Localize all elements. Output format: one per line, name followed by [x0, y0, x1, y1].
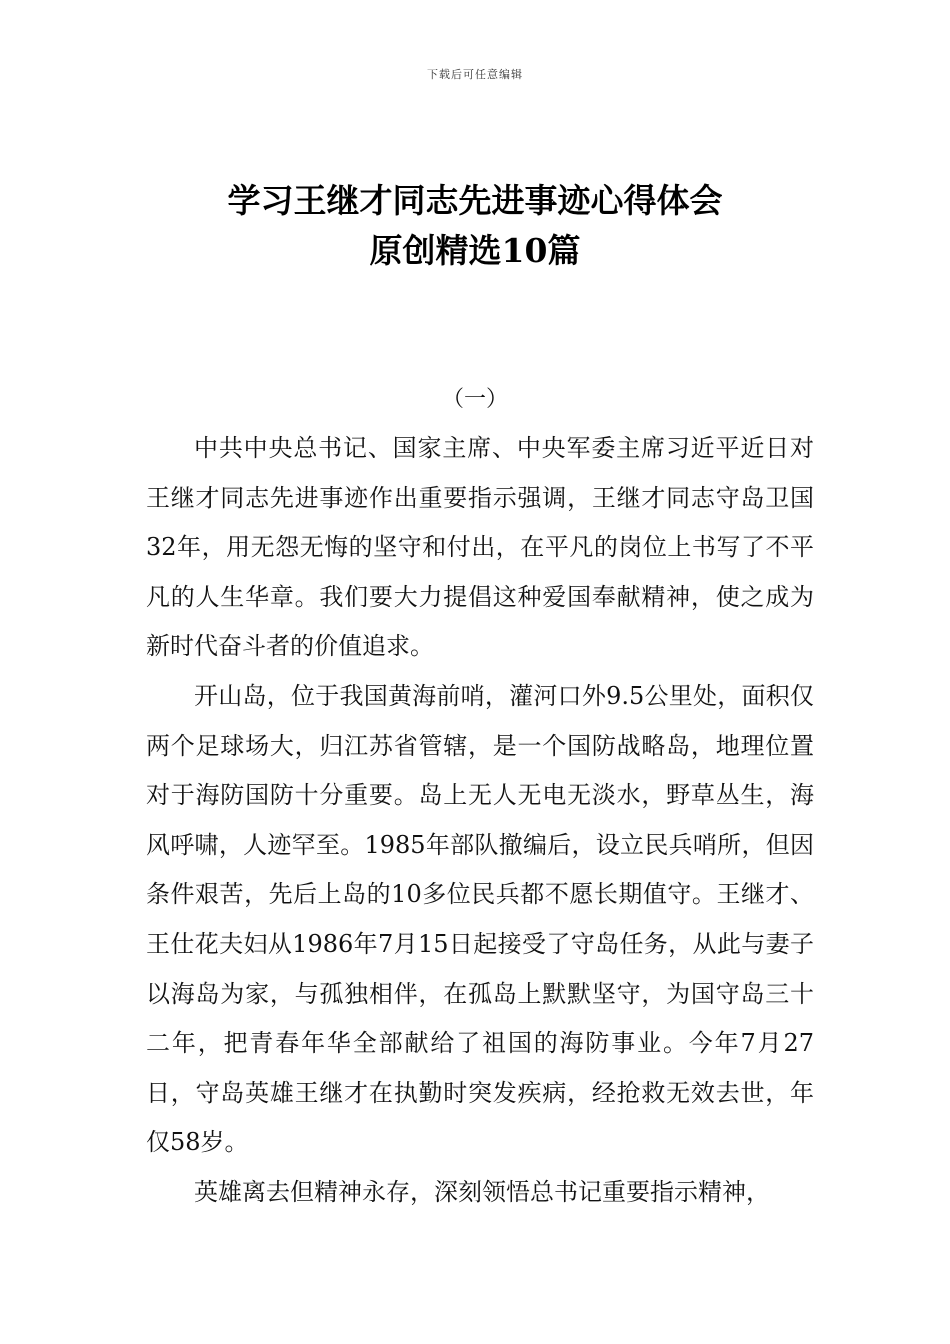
header-note: 下载后可任意编辑: [427, 68, 523, 81]
section-number: （一）: [441, 387, 508, 412]
paragraph-1: 中共中央总书记、国家主席、中央军委主席习近平近日对王继才同志先进事迹作出重要指示强调，王继才同志守岛卫国32年，用无怨无悔的坚守和付出，在平凡的岗位上书写了不平凡的人生华章。我们要大力提倡这种爱国奉献精神，使之成为新时代奋斗者的价值追求。: [146, 434, 814, 661]
document-title: [0, 176, 950, 276]
body-text: [146, 424, 814, 1218]
title-line-2: 原创精选10篇: [369, 231, 581, 270]
paragraph-2: 开山岛，位于我国黄海前哨，灌河口外9.5公里处，面积仅两个足球场大，归江苏省管辖，是一个国防战略岛，地理位置对于海防国防十分重要。岛上无人无电无淡水，野草丛生，海风呼啸，人迹罕至。1985年部队撤编后，设立民兵哨所，但因条件艰苦，先后上岛的10多位民兵都不愿长期值守。王继才、王仕花夫妇从1986年7月15日起接受了守岛任务，从此与妻子以海岛为家，与孤独相伴，在孤岛上默默坚守，为国守岛三十二年，把青春年华全部献给了祖国的海防事业。今年7月27日，守岛英雄王继才在执勤时突发疾病，经抢救无效去世，年仅58岁。: [146, 681, 814, 1157]
paragraph-3: 英雄离去但精神永存，深刻领悟总书记重要指示精神，: [194, 1177, 770, 1206]
title-line-1: 学习王继才同志先进事迹心得体会: [227, 181, 723, 220]
